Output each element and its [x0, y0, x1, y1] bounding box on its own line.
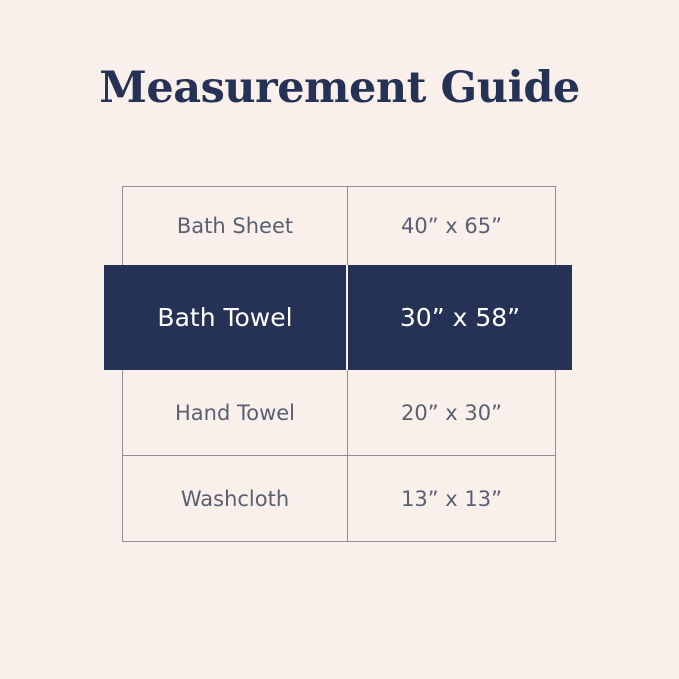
towel-name: Washcloth: [122, 456, 347, 541]
table-row: [122, 455, 556, 542]
table-row: [122, 370, 556, 456]
towel-size: 20” x 30”: [347, 370, 556, 456]
towel-size: 30” x 58”: [399, 303, 521, 332]
measurement-table: [122, 186, 556, 542]
page-title: Measurement Guide: [99, 63, 580, 113]
towel-name: Hand Towel: [122, 370, 347, 456]
table-row-highlighted: [104, 265, 572, 370]
towel-name: Bath Towel: [157, 303, 293, 332]
table-row: [122, 186, 556, 265]
towel-size: 40” x 65”: [347, 187, 556, 265]
towel-name: Bath Sheet: [122, 187, 347, 265]
towel-size: 13” x 13”: [347, 456, 556, 541]
